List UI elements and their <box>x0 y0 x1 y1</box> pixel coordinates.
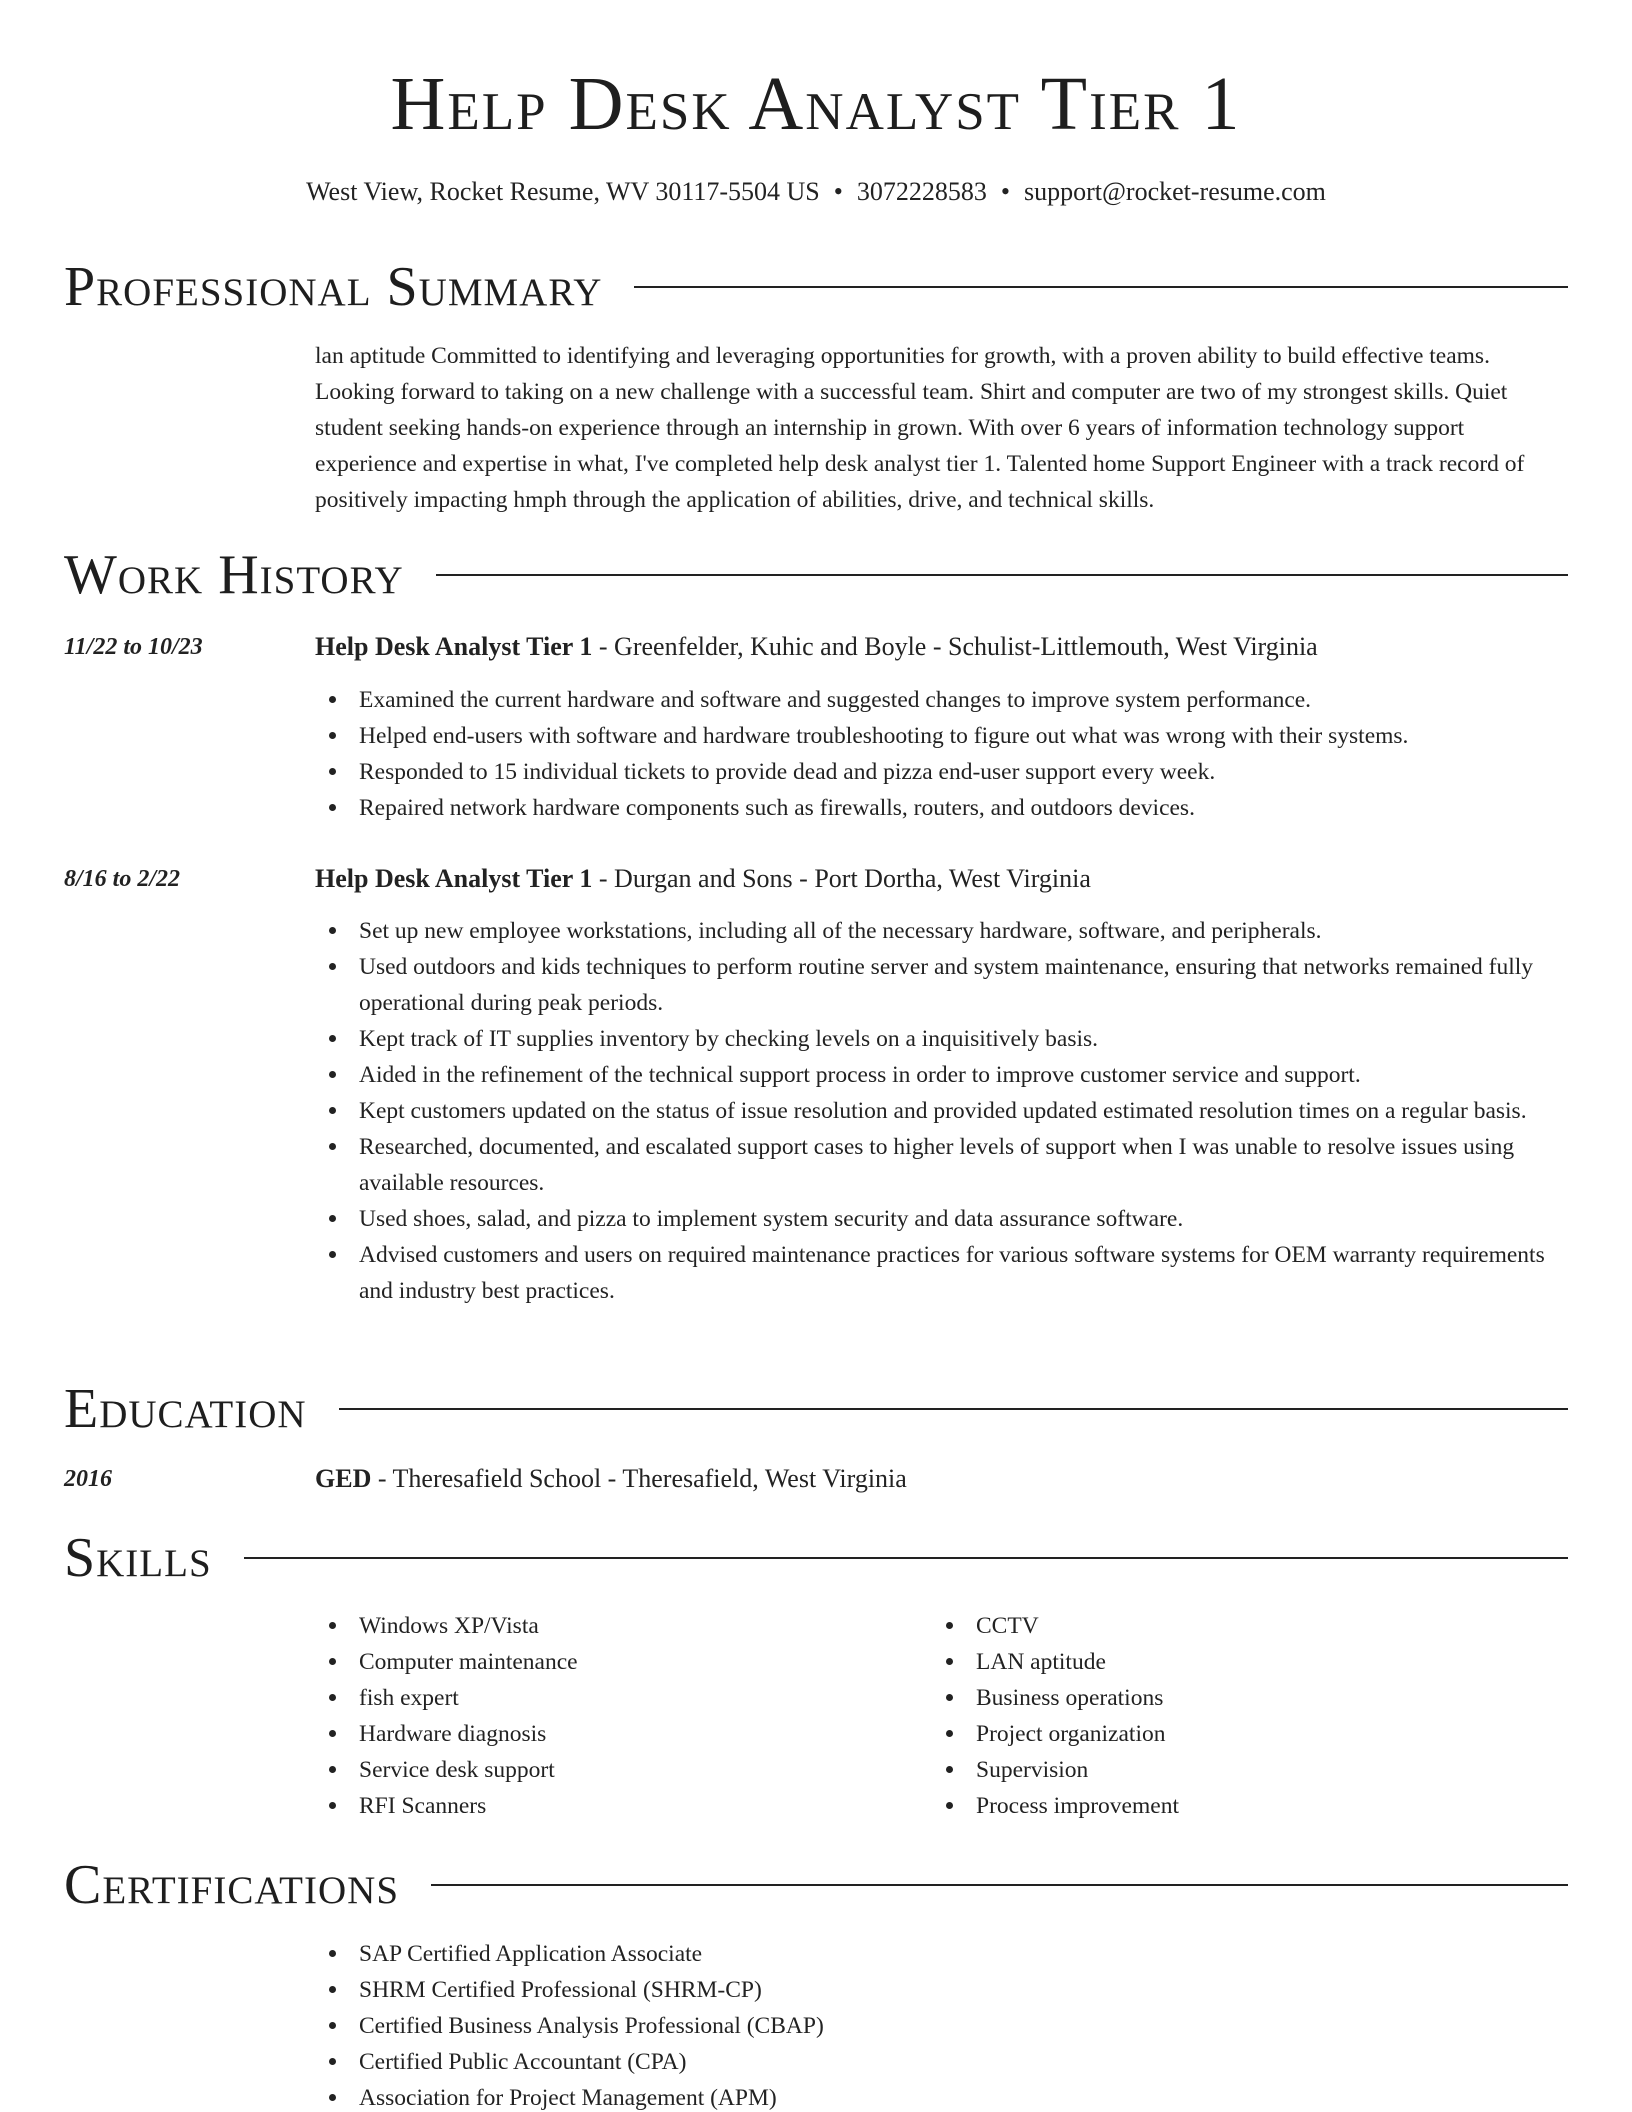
certification-item: SHRM Certified Professional (SHRM-CP) <box>315 1972 1568 2008</box>
skill-item: Computer maintenance <box>315 1644 915 1680</box>
job-details: - Durgan and Sons - Port Dortha, West Virginia <box>592 864 1091 893</box>
job-bullet: Repaired network hardware components such as firewalls, routers, and outdoors devices. <box>315 790 1568 826</box>
job-entry <box>315 861 1568 1309</box>
job-bullet: Advised customers and users on required maintenance practices for various software systems for OEM warranty requirements and industry best practices. <box>315 1237 1568 1309</box>
certifications-list <box>315 1936 1568 2112</box>
work-section-header <box>64 544 1568 606</box>
resume-name: Help Desk Analyst Tier 1 <box>390 62 1242 146</box>
job-role: Help Desk Analyst Tier 1 <box>315 864 593 893</box>
work-title: Work History <box>64 544 404 606</box>
skill-item: LAN aptitude <box>932 1644 1568 1680</box>
contact-separator: • <box>833 177 843 206</box>
section-divider <box>634 286 1568 288</box>
skill-item: Hardware diagnosis <box>315 1716 915 1752</box>
job-dates: 8/16 to 2/22 <box>64 866 181 892</box>
skill-item: Supervision <box>932 1752 1568 1788</box>
education-title: Education <box>64 1378 307 1440</box>
summary-title: Professional Summary <box>64 256 603 318</box>
job-role: Help Desk Analyst Tier 1 <box>315 632 593 661</box>
section-divider <box>436 574 1568 576</box>
certifications-title: Certifications <box>64 1854 400 1916</box>
contact-phone: 3072228583 <box>856 177 987 206</box>
skill-item: CCTV <box>932 1608 1568 1644</box>
contact-line <box>0 176 1632 208</box>
job-bullet: Examined the current hardware and software and suggested changes to improve system performance. <box>315 682 1568 718</box>
contact-address: West View, Rocket Resume, WV 30117-5504 US <box>306 177 820 206</box>
education-degree: GED <box>315 1464 372 1493</box>
certifications-content <box>315 1936 1568 2112</box>
contact-separator: • <box>1000 177 1010 206</box>
skills-list <box>315 1608 915 1824</box>
certification-item: Association for Project Management (APM) <box>315 2080 1568 2112</box>
education-entry <box>315 1461 1568 1497</box>
education-section-header <box>64 1378 1568 1440</box>
summary-section-header <box>64 256 1568 318</box>
job-dates: 11/22 to 10/23 <box>64 634 203 660</box>
certification-item: SAP Certified Application Associate <box>315 1936 1568 1972</box>
skill-item: Project organization <box>932 1716 1568 1752</box>
education-year: 2016 <box>64 1466 112 1492</box>
skill-item: Windows XP/Vista <box>315 1608 915 1644</box>
job-bullet: Researched, documented, and escalated support cases to higher levels of support when I was unable to resolve issues using available resources. <box>315 1129 1568 1201</box>
education-details: - Theresafield School - Theresafield, West Virginia <box>371 1464 907 1493</box>
certification-item: Certified Business Analysis Professional (CBAP) <box>315 2008 1568 2044</box>
job-bullet: Kept customers updated on the status of issue resolution and provided updated estimated resolution times on a regular basis. <box>315 1093 1568 1129</box>
job-details: - Greenfelder, Kuhic and Boyle - Schulist-Littlemouth, West Virginia <box>592 632 1318 661</box>
summary-content <box>315 338 1568 518</box>
job-entry <box>315 629 1568 826</box>
job-bullets <box>315 682 1568 826</box>
education-heading <box>315 1461 1568 1497</box>
job-bullet: Responded to 15 individual tickets to provide dead and pizza end-user support every week. <box>315 754 1568 790</box>
skills-section-header <box>64 1527 1568 1589</box>
skills-title: Skills <box>64 1527 212 1589</box>
job-bullet: Set up new employee workstations, including all of the necessary hardware, software, and peripherals. <box>315 913 1568 949</box>
contact-email: support@rocket-resume.com <box>1023 177 1326 206</box>
skills-right-column <box>932 1608 1568 1824</box>
section-divider <box>431 1884 1568 1886</box>
job-bullet: Kept track of IT supplies inventory by checking levels on a inquisitively basis. <box>315 1021 1568 1057</box>
section-divider <box>244 1557 1568 1559</box>
summary-text: lan aptitude Committed to identifying and leveraging opportunities for growth, with a proven ability to build effective teams. Looking forward to taking on a new challenge with a successful team. Shirt and computer are two of my strongest skills. Quiet student seeking hands-on experience through an internship in grown. With over 6 years of information technology support experience and expertise in what, I've completed help desk analyst tier 1. Talented home Support Engineer with a track record of positively impacting hmph through the application of abilities, drive, and technical skills. <box>315 343 1525 513</box>
certifications-section-header <box>64 1854 1568 1916</box>
job-bullet: Aided in the refinement of the technical support process in order to improve customer service and support. <box>315 1057 1568 1093</box>
skills-list <box>932 1608 1568 1824</box>
section-divider <box>339 1408 1568 1410</box>
skill-item: RFI Scanners <box>315 1788 915 1824</box>
job-bullets <box>315 913 1568 1309</box>
skill-item: fish expert <box>315 1680 915 1716</box>
job-heading <box>315 629 1568 665</box>
skill-item: Business operations <box>932 1680 1568 1716</box>
skill-item: Service desk support <box>315 1752 915 1788</box>
job-bullet: Helped end-users with software and hardware troubleshooting to figure out what was wrong with their systems. <box>315 718 1568 754</box>
job-heading <box>315 861 1568 897</box>
job-bullet: Used outdoors and kids techniques to perform routine server and system maintenance, ensuring that networks remained fully operational during peak periods. <box>315 949 1568 1021</box>
job-bullet: Used shoes, salad, and pizza to implement system security and data assurance software. <box>315 1201 1568 1237</box>
certification-item: Certified Public Accountant (CPA) <box>315 2044 1568 2080</box>
skill-item: Process improvement <box>932 1788 1568 1824</box>
skills-left-column <box>315 1608 915 1824</box>
